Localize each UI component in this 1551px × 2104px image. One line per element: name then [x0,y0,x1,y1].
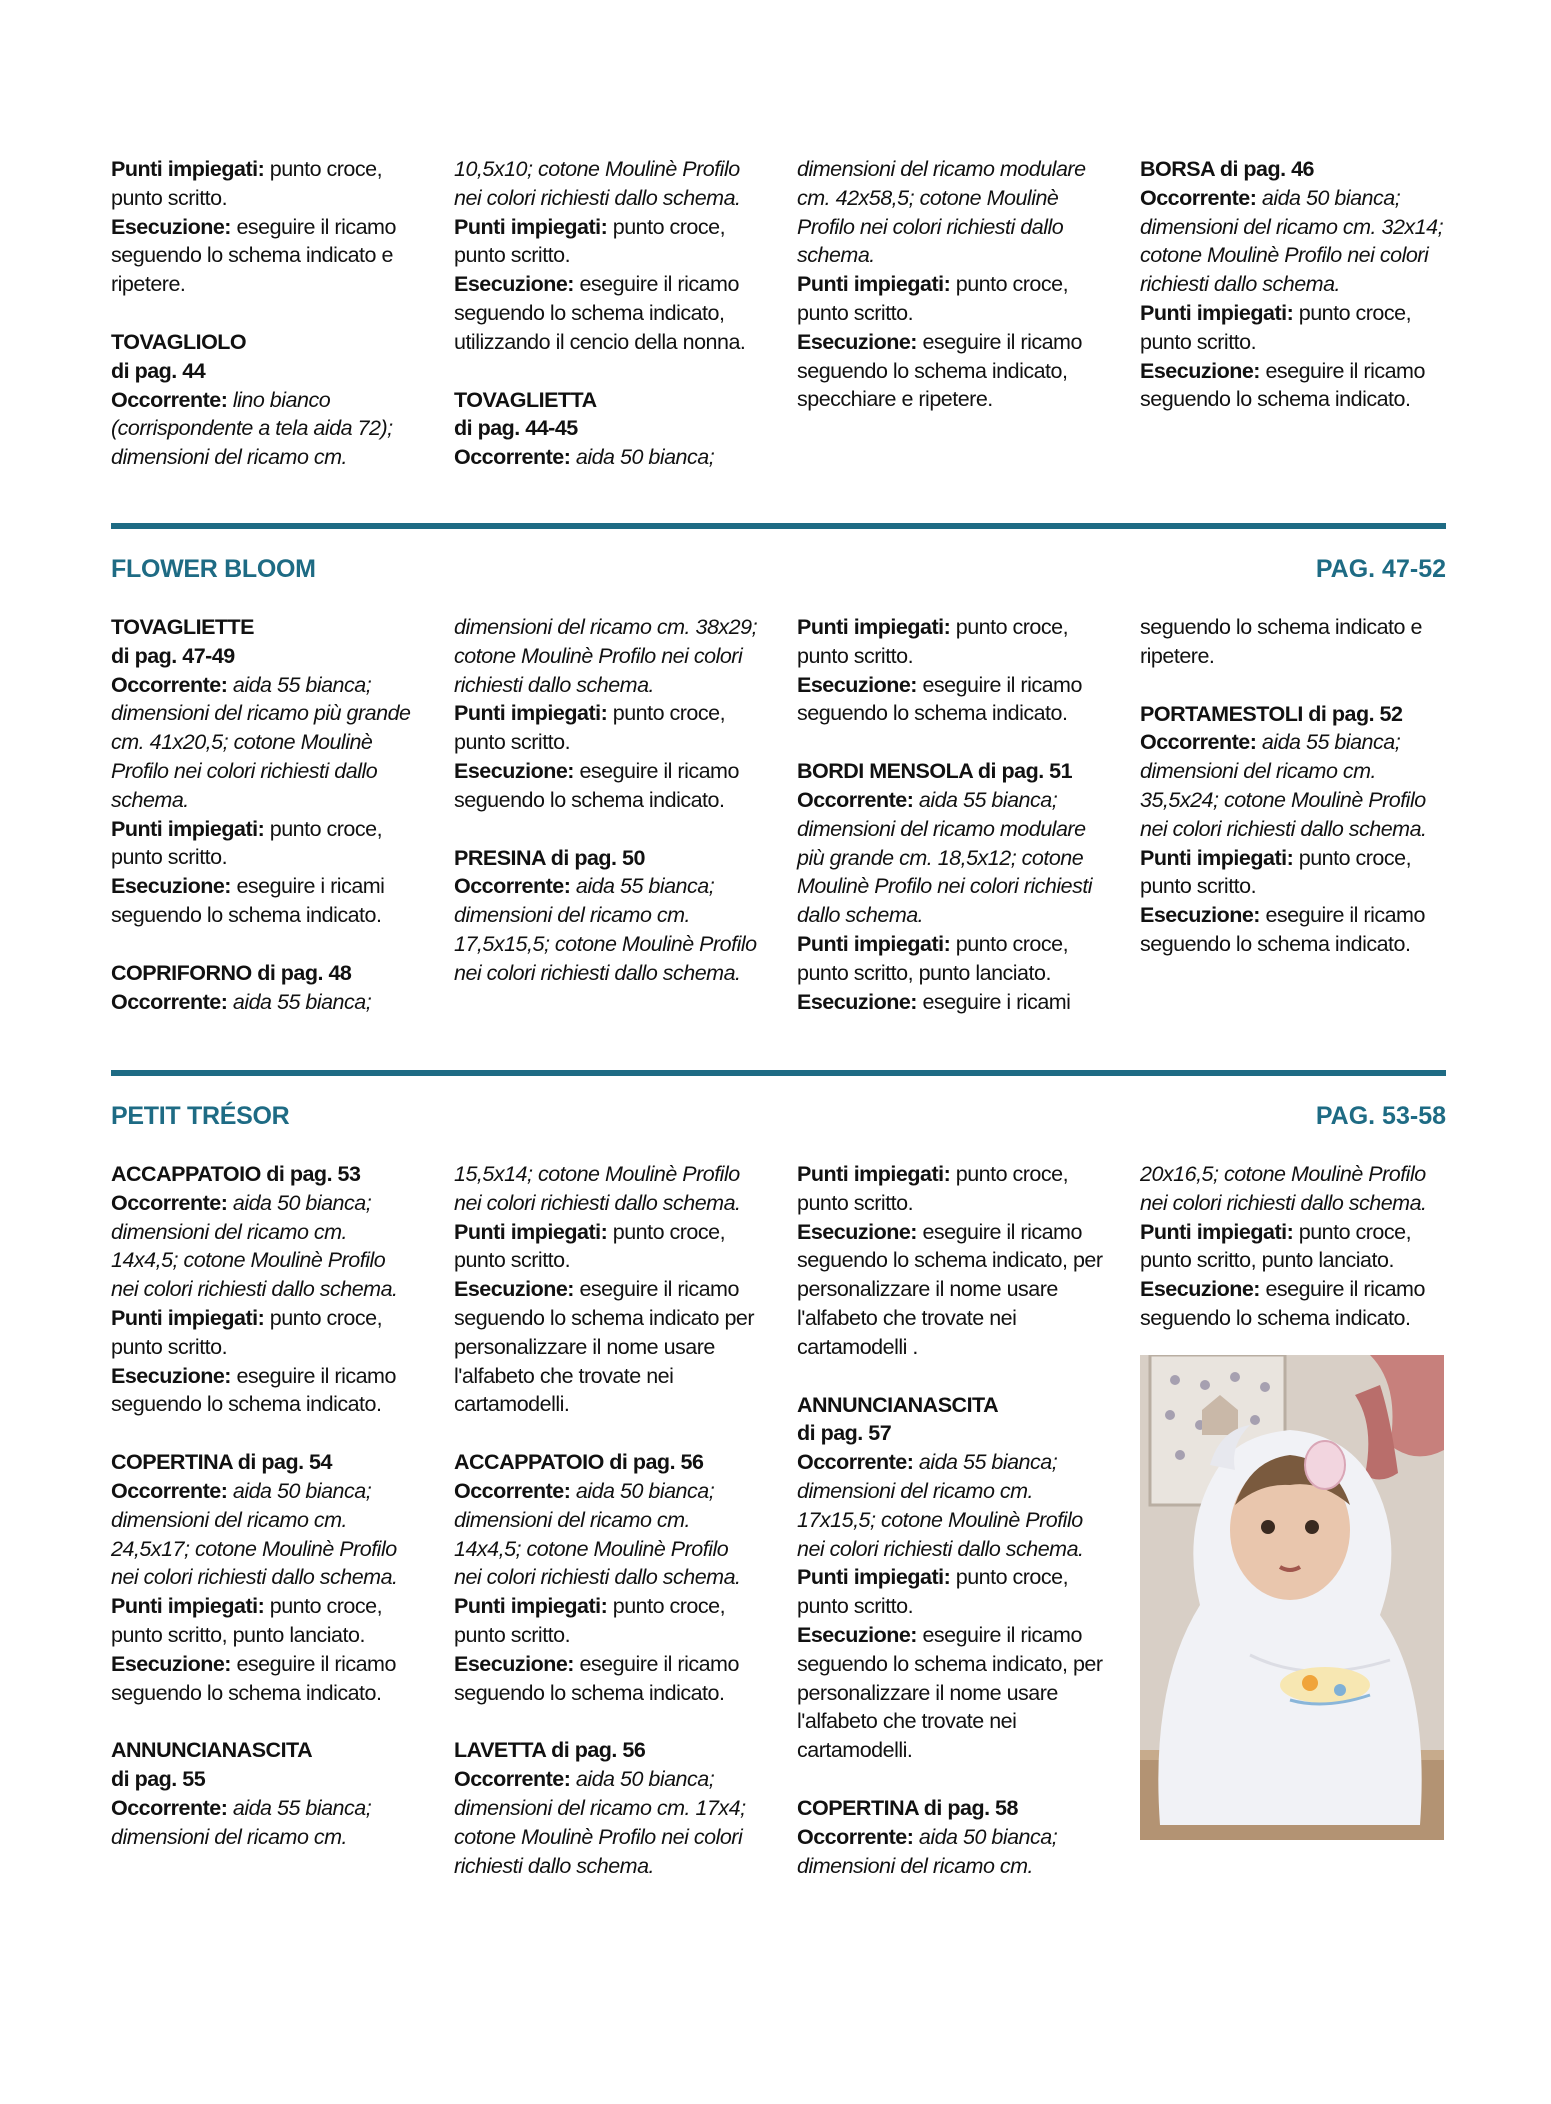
item-page: di pag. 44-45 [454,416,578,441]
section-title: PETIT TRÉSOR [111,1102,290,1130]
top-col-2: 10,5x10; cotone Moulinè Profilo nei colori richiesti dallo schema. Punti impiegati: punto croce, punto scritto. Esecuzione: eseguire il ricamo seguendo lo schema indicato, utilizzando il cencio della nonna. TOVAGLIETTA di pag. 44-45 Occorrente: aida 50 bianca; [454,155,760,472]
item-title: PORTAMESTOLI di pag. 52 [1140,701,1403,726]
section-rule [111,1070,1446,1076]
section-pages: PAG. 47-52 [1315,555,1446,583]
flower-col-1: TOVAGLIETTE di pag. 47-49 Occorrente: aida 55 bianca; dimensioni del ricamo più grande cm. 41x20,5; cotone Moulinè Profilo nei colori richiesti dallo schema. Punti impiegati: punto croce, punto scritto. Esecuzione: eseguire i ricami seguendo lo schema indicato. COPRIFORNO di pag. 48 Occorrente: aida 55 bianca; [111,613,417,1016]
petit-col-3: Punti impiegati: punto croce, punto scritto. Esecuzione: eseguire il ricamo seguendo lo schema indicato, per personalizzare il nome usare l'alfabeto che trovate nei cartamodelli . ANNUNCIANASCITA di pag. 57 Occorrente: aida 55 bianca; dimensioni del ricamo cm. 17x15,5; cotone Moulinè Profilo nei colori richiesti dallo schema. Punti impiegati: punto croce, punto scritto. Esecuzione: eseguire il ricamo seguendo lo schema indicato, per personalizzare il nome usare l'alfabeto che trovate nei cartamodelli. COPERTINA di pag. 58 Occorrente: aida 50 bianca; dimensioni del ricamo cm. [797,1162,1103,1878]
item-title: ACCAPPATOIO di pag. 53 [111,1162,361,1186]
flower-col-2: dimensioni del ricamo cm. 38x29; cotone Moulinè Profilo nei colori richiesti dallo schema. Punti impiegati: punto croce, punto scritto. Esecuzione: eseguire il ricamo seguendo lo schema indicato. PRESINA di pag. 50 Occorrente: aida 55 bianca; dimensioni del ricamo cm. 17,5x15,5; cotone Moulinè Profilo nei colori richiesti dallo schema. [454,613,760,1016]
item-title: BORSA di pag. 46 [1140,157,1314,181]
item-title: LAVETTA di pag. 56 [454,1738,646,1763]
top-col-4: BORSA di pag. 46 Occorrente: aida 50 bianca; dimensioni del ricamo cm. 32x14; cotone Moulinè Profilo nei colori richiesti dallo schema. Punti impiegati: punto croce, punto scritto. Esecuzione: eseguire il ricamo seguendo lo schema indicato. [1140,155,1446,472]
petit-columns [111,1160,1446,1880]
top-col-3: dimensioni del ricamo modulare cm. 42x58,5; cotone Moulinè Profilo nei colori richiesti dallo schema. Punti impiegati: punto croce, punto scritto. Esecuzione: eseguire il ricamo seguendo lo schema indicato, specchiare e ripetere. [797,157,1086,412]
item-title: BORDI MENSOLA di pag. 51 [797,759,1073,784]
item-title: ACCAPPATOIO di pag. 56 [454,1450,704,1475]
baby-in-hooded-towel-image [1140,1355,1444,1840]
flower-col-3: Punti impiegati: punto croce, punto scritto. Esecuzione: eseguire il ricamo seguendo lo schema indicato. BORDI MENSOLA di pag. 51 Occorrente: aida 55 bianca; dimensioni del ricamo modulare più grande cm. 18,5x12; cotone Moulinè Profilo nei colori richiesti dallo schema. Punti impiegati: punto croce, punto scritto, punto lanciato. Esecuzione: eseguire i ricami [797,613,1103,1016]
item-title: COPERTINA di pag. 54 [111,1450,332,1475]
item-title: PRESINA di pag. 50 [454,845,645,870]
flower-col-4: seguendo lo schema indicato e ripetere. PORTAMESTOLI di pag. 52 Occorrente: aida 55 bianca; dimensioni del ricamo cm. 35,5x24; cotone Moulinè Profilo nei colori richiesti dallo schema. Punti impiegati: punto croce, punto scritto. Esecuzione: eseguire il ricamo seguendo lo schema indicato. [1140,613,1446,1016]
section-title: FLOWER BLOOM [111,555,316,583]
petit-col-1: ACCAPPATOIO di pag. 53 Occorrente: aida 50 bianca; dimensioni del ricamo cm. 14x4,5; cotone Moulinè Profilo nei colori richiesti dallo schema. Punti impiegati: punto croce, punto scritto. Esecuzione: eseguire il ricamo seguendo lo schema indicato. COPERTINA di pag. 54 Occorrente: aida 50 bianca; dimensioni del ricamo cm. 24,5x17; cotone Moulinè Profilo nei colori richiesti dallo schema. Punti impiegati: punto croce, punto scritto, punto lanciato. Esecuzione: eseguire il ricamo seguendo lo schema indicato. ANNUNCIANASCITA di pag. 55 Occorrente: aida 55 bianca; dimensioni del ricamo cm. [111,1160,417,1880]
item-title: TOVAGLIETTE [111,615,255,639]
item-page: di pag. 55 [111,1767,206,1792]
item-page: di pag. 57 [797,1421,892,1446]
petit-col-2: 15,5x14; cotone Moulinè Profilo nei colori richiesti dallo schema. Punti impiegati: punto croce, punto scritto. Esecuzione: eseguire il ricamo seguendo lo schema indicato per personalizzare il nome usare l'alfabeto che trovate nei cartamodelli. ACCAPPATOIO di pag. 56 Occorrente: aida 50 bianca; dimensioni del ricamo cm. 14x4,5; cotone Moulinè Profilo nei colori richiesti dallo schema. Punti impiegati: punto croce, punto scritto. Esecuzione: eseguire il ricamo seguendo lo schema indicato. LAVETTA di pag. 56 Occorrente: aida 50 bianca; dimensioni del ricamo cm. 17x4; cotone Moulinè Profilo nei colori richiesti dallo schema. [454,1160,760,1880]
section-pages: PAG. 53-58 [1315,1102,1446,1130]
item-title: TOVAGLIETTA [454,387,597,412]
item-title: ANNUNCIANASCITA [797,1392,999,1417]
item-page: di pag. 44 [111,358,206,383]
item-title: COPRIFORNO di pag. 48 [111,960,352,985]
top-columns [111,155,1446,472]
item-page: di pag. 47-49 [111,643,235,668]
section-rule [111,523,1446,529]
petit-col-4: 20x16,5; cotone Moulinè Profilo nei colori richiesti dallo schema. Punti impiegati: punto croce, punto scritto, punto lanciato. Esecuzione: eseguire il ricamo seguendo lo schema indicato. [1140,1160,1446,1880]
item-title: TOVAGLIOLO [111,329,247,354]
flower-columns [111,613,1446,1016]
item-title: COPERTINA di pag. 58 [797,1795,1018,1820]
top-col-1: Punti impiegati: punto croce, punto scritto. Esecuzione: eseguire il ricamo seguendo lo schema indicato e ripetere. TOVAGLIOLO di pag. 44 Occorrente: lino bianco (corrispondente a tela aida 72); dimensioni del ricamo cm. [111,155,417,472]
item-title: ANNUNCIANASCITA [111,1738,313,1763]
baby-photo [1140,1355,1444,1840]
